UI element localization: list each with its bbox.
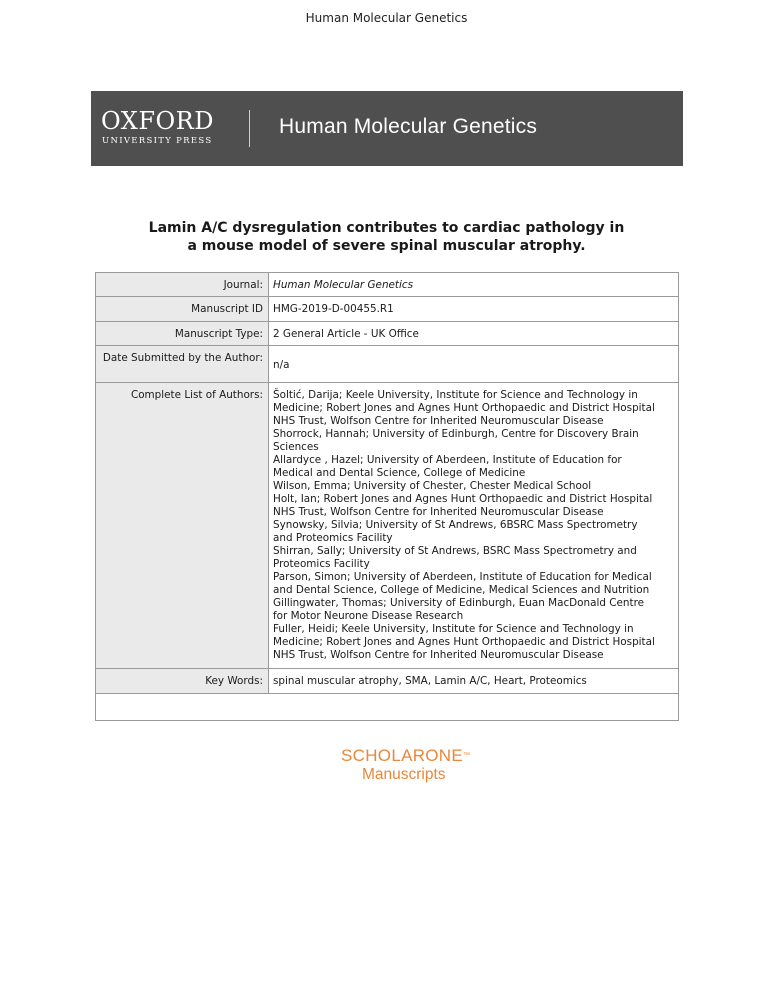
author-line: Medicine; Robert Jones and Agnes Hunt Orthopaedic and District Hospital: [273, 636, 655, 648]
author-line: Synowsky, Silvia; University of St Andrews, 6BSRC Mass Spectrometry: [273, 519, 638, 531]
manuscript-metadata-table: [95, 272, 679, 721]
author-line: and Proteomics Facility: [273, 532, 393, 544]
date-submitted-value: n/a: [269, 346, 679, 383]
author-line: and Dental Science, College of Medicine, Medical Sciences and Nutrition: [273, 584, 650, 596]
manuscript-id-row: [96, 297, 679, 322]
author-line: Sciences: [273, 441, 319, 453]
empty-row: [96, 694, 679, 721]
journal-value: Human Molecular Genetics: [269, 273, 679, 297]
paper-title: [0, 219, 773, 255]
journal-row: [96, 273, 679, 297]
author-line: Allardyce , Hazel; University of Aberdeen, Institute of Education for: [273, 454, 622, 466]
author-line: Šoltić, Darija; Keele University, Institute for Science and Technology in: [273, 389, 638, 401]
keywords-label: Key Words:: [96, 669, 269, 694]
manuscript-type-label: Manuscript Type:: [96, 322, 269, 346]
author-line: NHS Trust, Wolfson Centre for Inherited Neuromuscular Disease: [273, 415, 604, 427]
banner-divider: [249, 110, 250, 147]
authors-label: Complete List of Authors:: [96, 383, 269, 669]
authors-row: [96, 383, 679, 669]
author-line: Medical and Dental Science, College of Medicine: [273, 467, 526, 479]
author-line: Shirran, Sally; University of St Andrews, BSRC Mass Spectrometry and: [273, 545, 637, 557]
oxford-logo: OXFORD: [101, 107, 214, 135]
keywords-row: [96, 669, 679, 694]
author-line: Medicine; Robert Jones and Agnes Hunt Orthopaedic and District Hospital: [273, 402, 655, 414]
author-line: Holt, Ian; Robert Jones and Agnes Hunt Orthopaedic and District Hospital: [273, 493, 653, 505]
empty-cell: [96, 694, 679, 721]
paper-title-line-2: a mouse model of severe spinal muscular atrophy.: [187, 238, 586, 254]
date-submitted-row: [96, 346, 679, 383]
oxford-logo-subtitle: UNIVERSITY PRESS: [102, 136, 213, 146]
journal-label: Journal:: [96, 273, 269, 297]
author-line: Fuller, Heidi; Keele University, Institute for Science and Technology in: [273, 623, 634, 635]
author-line: Parson, Simon; University of Aberdeen, Institute of Education for Medical: [273, 571, 652, 583]
manuscript-type-value: 2 General Article - UK Office: [269, 322, 679, 346]
keywords-value: spinal muscular atrophy, SMA, Lamin A/C, Heart, Proteomics: [269, 669, 679, 694]
date-submitted-label: Date Submitted by the Author:: [96, 346, 269, 383]
author-line: Gillingwater, Thomas; University of Edinburgh, Euan MacDonald Centre: [273, 597, 645, 609]
trademark-symbol: ™: [463, 752, 471, 759]
manuscript-id-value: HMG-2019-D-00455.R1: [269, 297, 679, 322]
author-line: Wilson, Emma; University of Chester, Chester Medical School: [273, 480, 592, 492]
manuscript-id-label: Manuscript ID: [96, 297, 269, 322]
scholarone-logo: [341, 746, 481, 784]
author-line: NHS Trust, Wolfson Centre for Inherited Neuromuscular Disease: [273, 649, 604, 661]
author-line: for Motor Neurone Disease Research: [273, 610, 464, 622]
journal-banner: [91, 91, 683, 166]
scholarone-subtitle: Manuscripts: [362, 766, 446, 783]
banner-journal-title: Human Molecular Genetics: [279, 115, 538, 138]
running-header: Human Molecular Genetics: [305, 11, 468, 25]
authors-list: [269, 383, 679, 669]
author-line: NHS Trust, Wolfson Centre for Inherited Neuromuscular Disease: [273, 506, 604, 518]
scholarone-wordmark: SCHOLARONE: [341, 746, 464, 765]
author-line: Shorrock, Hannah; University of Edinburgh, Centre for Discovery Brain: [273, 428, 639, 440]
author-line: Proteomics Facility: [273, 558, 370, 570]
manuscript-type-row: [96, 322, 679, 346]
paper-title-line-1: Lamin A/C dysregulation contributes to cardiac pathology in: [148, 220, 625, 236]
